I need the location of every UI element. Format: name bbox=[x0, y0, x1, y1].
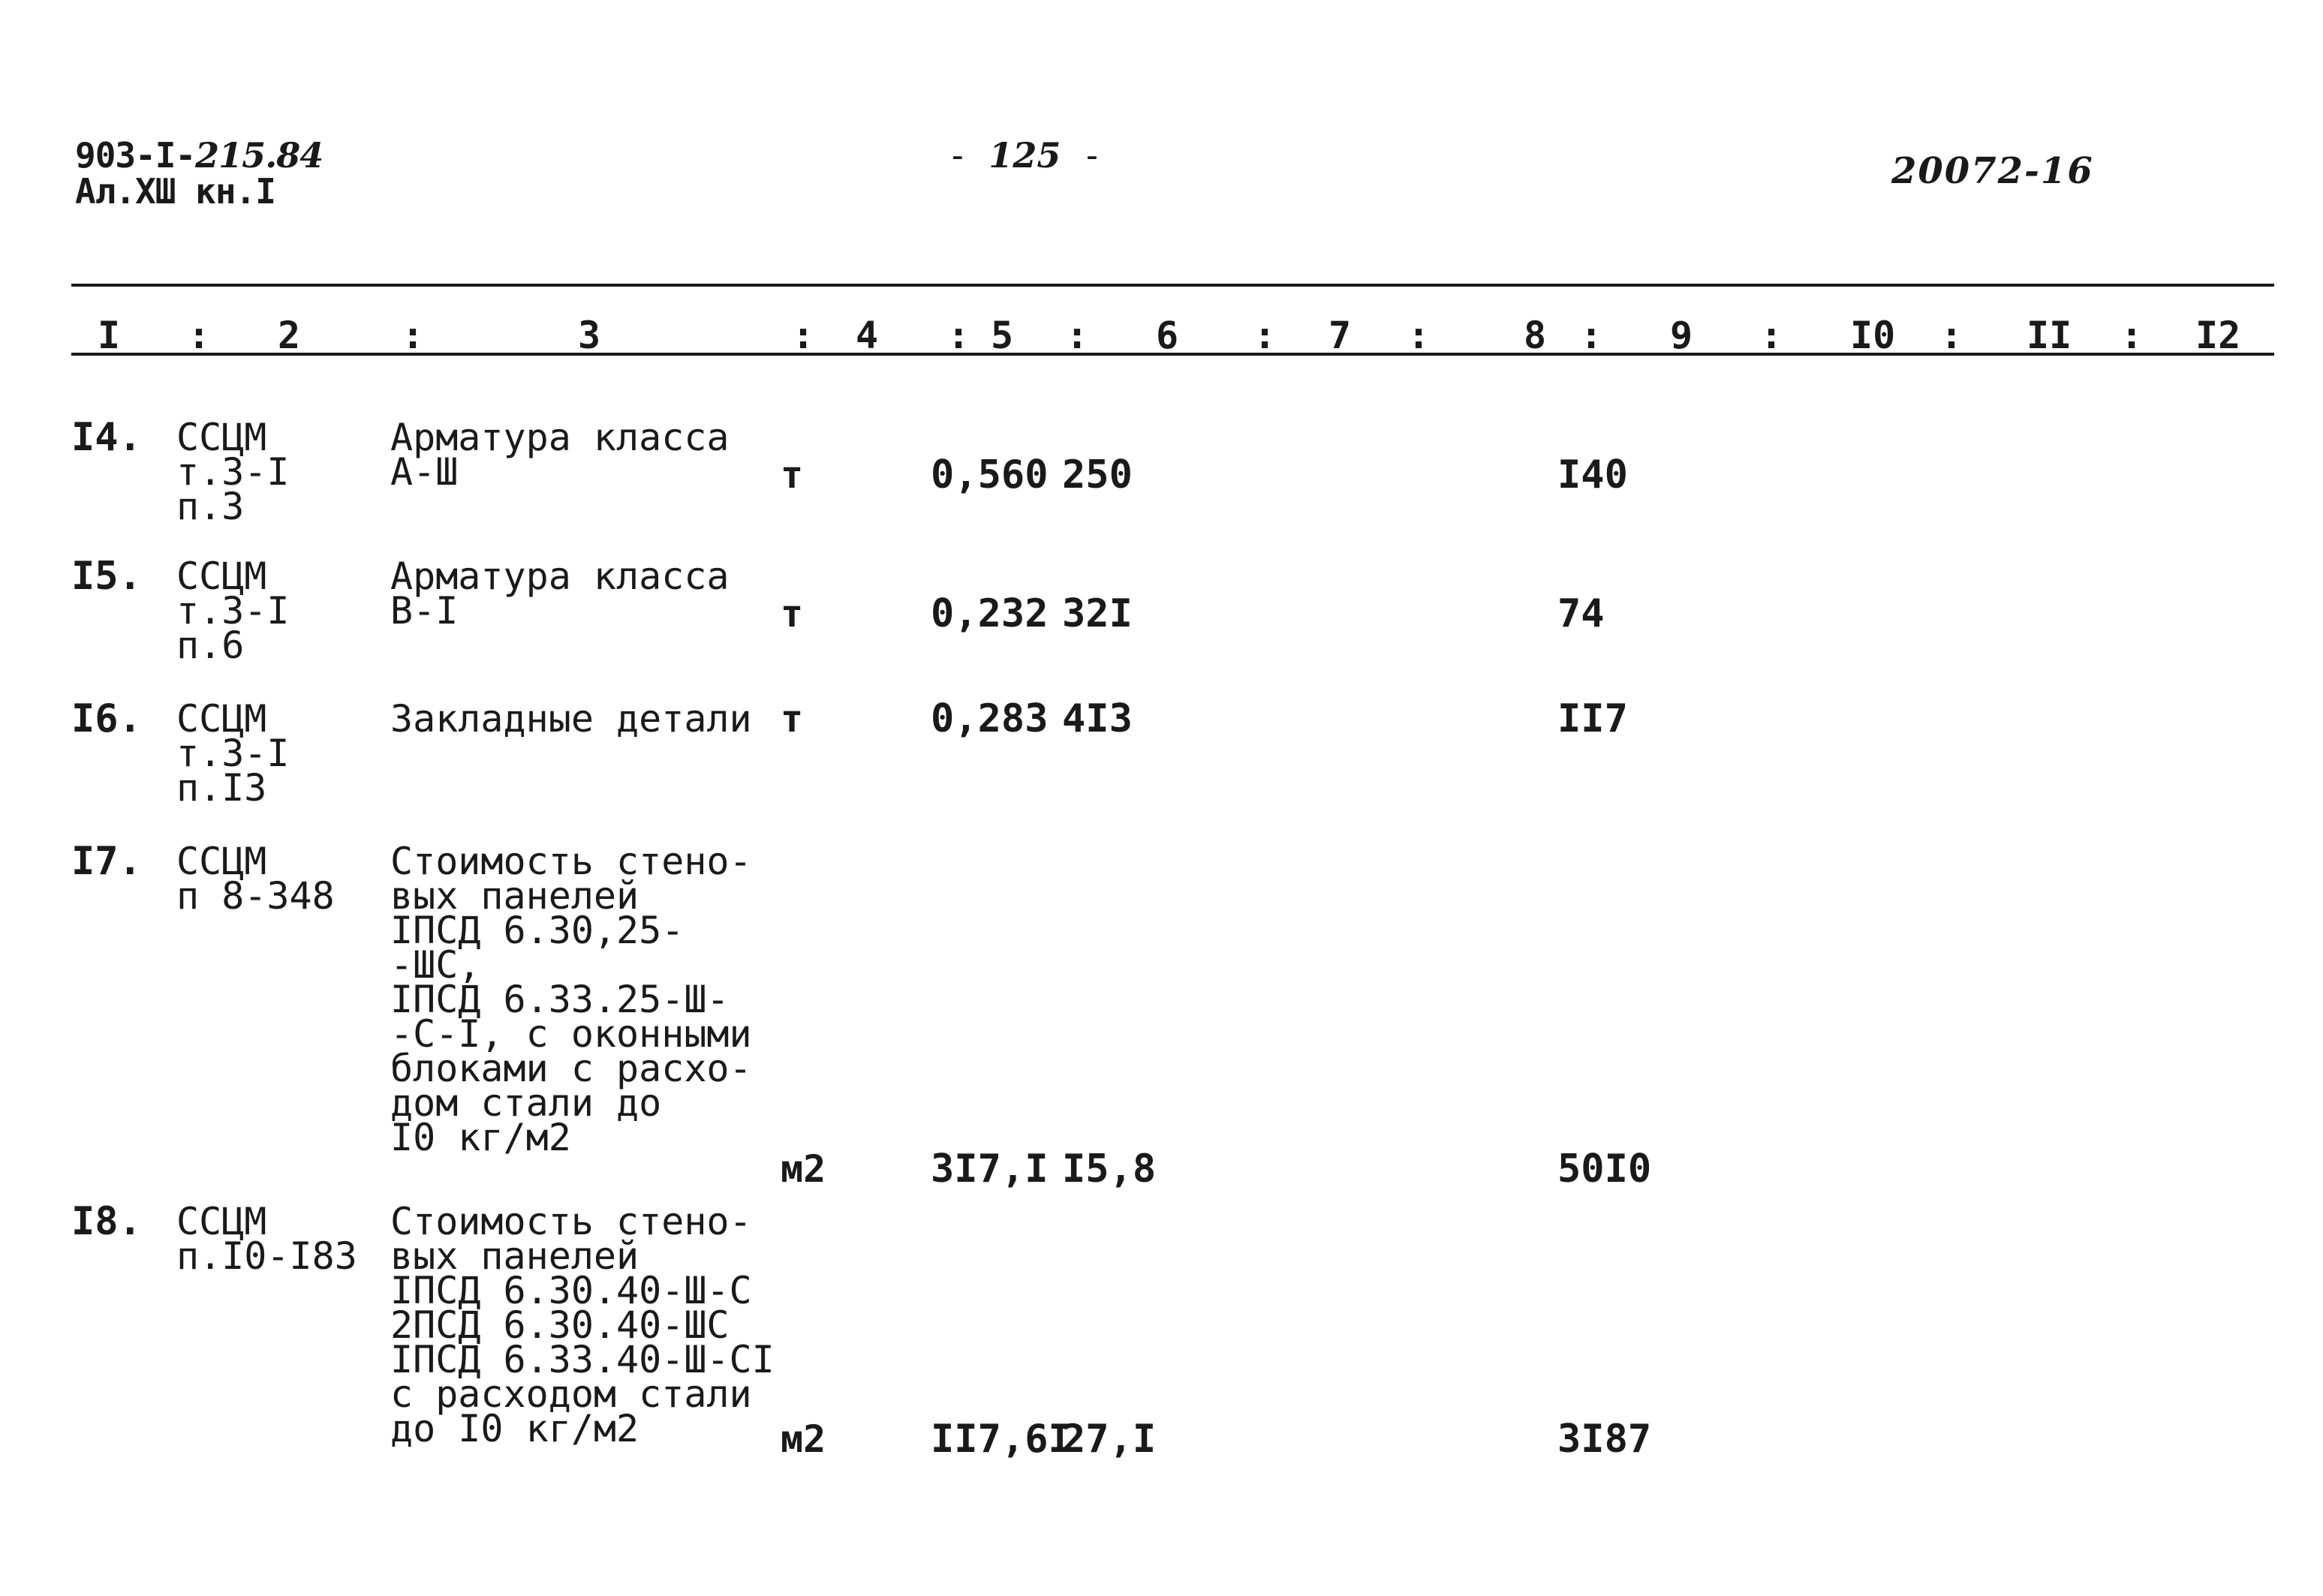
unit-price: 4I3 bbox=[1062, 696, 1133, 741]
page-number-block bbox=[947, 135, 1103, 176]
column-separator: : bbox=[1407, 314, 1431, 357]
total-cost: 74 bbox=[1557, 591, 1605, 636]
resource-code: ССЦМ т.3-I п.I3 bbox=[176, 697, 290, 810]
unit-of-measure: м2 bbox=[781, 1417, 826, 1461]
quantity: 0,560 bbox=[931, 452, 1049, 497]
resource-code: ССЦМ т.3-I п.6 bbox=[176, 555, 290, 667]
unit-price: I5,8 bbox=[1062, 1147, 1157, 1192]
resource-name: Стоимость стено- вых панелей IПСД 6.30,25- -ШС, IПСД 6.33.25-Ш- -С-I, с оконными блоками с расхо- дом стали до I0 кг/м2 bbox=[390, 840, 752, 1159]
column-number: 5 bbox=[991, 314, 1014, 357]
row-number: I6. bbox=[71, 696, 142, 741]
row-number: I8. bbox=[71, 1199, 142, 1244]
page-dash-left: - bbox=[947, 135, 968, 176]
column-separator: : bbox=[188, 314, 211, 357]
unit-price: 27,I bbox=[1062, 1417, 1157, 1462]
column-separator: : bbox=[947, 314, 970, 357]
unit-price: 32I bbox=[1062, 591, 1133, 636]
unit-of-measure: т bbox=[781, 592, 804, 636]
total-cost: 50I0 bbox=[1557, 1147, 1652, 1192]
unit-of-measure: т bbox=[781, 453, 804, 497]
doc-suffix: 215.84 bbox=[195, 135, 323, 176]
total-cost: I40 bbox=[1557, 452, 1628, 497]
quantity: 0,232 bbox=[931, 591, 1049, 636]
row-number: I4. bbox=[71, 415, 142, 460]
column-separator: : bbox=[402, 314, 425, 357]
column-separator: : bbox=[1940, 314, 1963, 357]
row-number: I7. bbox=[71, 839, 142, 884]
row-number: I5. bbox=[71, 554, 142, 599]
resource-name: Арматура класса А-Ш bbox=[390, 416, 730, 494]
quantity: II7,6I bbox=[931, 1417, 1072, 1462]
resource-code: ССЦМ п 8-348 bbox=[176, 840, 335, 918]
resource-name: Стоимость стено- вых панелей IПСД 6.30.40-Ш-С 2ПСД 6.30.40-ШС IПСД 6.33.40-Ш-СI с расходом стали до I0 кг/м2 bbox=[390, 1200, 775, 1450]
column-number: 3 bbox=[578, 314, 601, 357]
column-number: 8 bbox=[1524, 314, 1547, 357]
column-separator: : bbox=[1066, 314, 1089, 357]
page-number: 125 bbox=[988, 135, 1061, 176]
quantity: 3I7,I bbox=[931, 1147, 1049, 1192]
total-cost: 3I87 bbox=[1557, 1417, 1652, 1462]
album-book-line: Ал.XШ кн.I bbox=[75, 171, 275, 212]
column-number: I2 bbox=[2195, 314, 2241, 357]
column-number: I bbox=[98, 314, 121, 357]
column-number: 4 bbox=[856, 314, 879, 357]
column-number: 6 bbox=[1156, 314, 1179, 357]
unit-of-measure: м2 bbox=[781, 1147, 826, 1191]
doc-prefix: 903-I- bbox=[75, 135, 196, 176]
column-number: 2 bbox=[278, 314, 301, 357]
unit-of-measure: т bbox=[781, 697, 804, 741]
column-separator: : bbox=[792, 314, 815, 357]
page-dash-right: - bbox=[1082, 135, 1103, 176]
resource-name: Арматура класса В-I bbox=[390, 555, 730, 633]
resource-name: Закладные детали bbox=[390, 697, 752, 741]
column-separator: : bbox=[1580, 314, 1603, 357]
unit-price: 250 bbox=[1062, 452, 1133, 497]
total-cost: II7 bbox=[1557, 696, 1628, 741]
column-number: 9 bbox=[1670, 314, 1693, 357]
quantity: 0,283 bbox=[931, 696, 1049, 741]
document-code: 20072-16 bbox=[1891, 150, 2094, 192]
document-designation bbox=[75, 135, 323, 176]
column-separator: : bbox=[2120, 314, 2144, 357]
resource-code: ССЦМ т.3-I п.3 bbox=[176, 416, 290, 528]
resource-code: ССЦМ п.I0-I83 bbox=[176, 1200, 357, 1278]
column-separator: : bbox=[1253, 314, 1277, 357]
column-separator: : bbox=[1760, 314, 1783, 357]
column-number: II bbox=[2027, 314, 2072, 357]
column-number: I0 bbox=[1850, 314, 1896, 357]
column-number: 7 bbox=[1329, 314, 1352, 357]
table-top-rule bbox=[71, 284, 2274, 287]
